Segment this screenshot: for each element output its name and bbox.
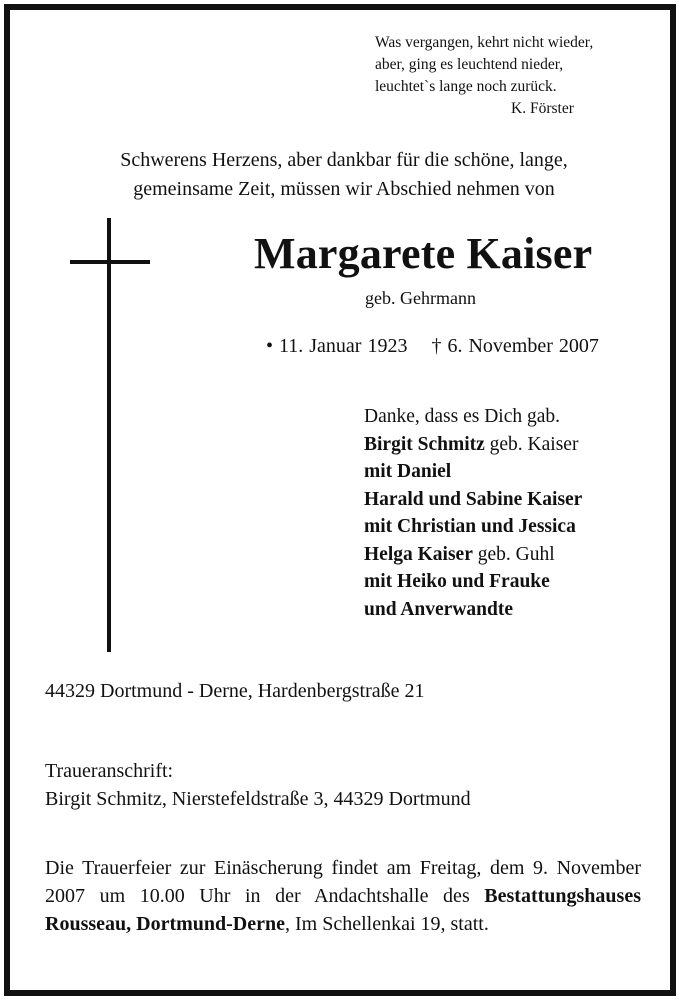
family-entry bbox=[364, 458, 582, 486]
service-text-end: , Im Schellenkai 19, statt. bbox=[285, 913, 489, 935]
life-dates bbox=[266, 335, 599, 358]
family-entry bbox=[364, 486, 582, 514]
family-list bbox=[364, 403, 582, 623]
birth-symbol: • bbox=[266, 335, 274, 357]
family-entry-note: geb. Guhl bbox=[472, 543, 555, 565]
intro-line: gemeinsame Zeit, müssen wir Abschied nehmen von bbox=[133, 178, 555, 200]
cross-icon bbox=[107, 218, 111, 652]
intro-text bbox=[30, 146, 658, 204]
poem-line: leuchtet`s lange noch zurück. bbox=[375, 78, 557, 95]
service-notice bbox=[45, 854, 641, 938]
funeral-home: Bestattungshauses Rousseau, Dortmund-Derne bbox=[45, 885, 641, 935]
service-text: Die Trauerfeier zur Einäscherung findet am Freitag, dem 9. November 2007 um 10.00 Uhr in der Andachtshalle des bbox=[45, 857, 641, 907]
family-entry bbox=[364, 431, 582, 459]
birth-name: geb. Gehrmann bbox=[365, 288, 476, 308]
mourning-address: Birgit Schmitz, Nierstefeldstraße 3, 44329 Dortmund bbox=[45, 788, 471, 810]
obituary-frame bbox=[4, 4, 676, 996]
family-entry-name: und Anverwandte bbox=[364, 598, 513, 620]
cross-icon-bar bbox=[70, 260, 150, 264]
family-entry-name: Helga Kaiser bbox=[364, 543, 473, 565]
intro-line: Schwerens Herzens, aber dankbar für die schöne, lange, bbox=[120, 149, 568, 171]
family-entry-name: mit Heiko und Frauke bbox=[364, 571, 550, 592]
poem-line: Was vergangen, kehrt nicht wieder, bbox=[375, 34, 594, 51]
family-entry-name: Harald und Sabine Kaiser bbox=[364, 488, 583, 510]
mourning-address-label: Traueranschrift: bbox=[45, 760, 174, 782]
death-symbol: † bbox=[431, 335, 442, 357]
thanks-line: Danke, dass es Dich gab. bbox=[364, 406, 561, 427]
death-date: 6. November 2007 bbox=[447, 335, 599, 357]
family-entry bbox=[364, 541, 582, 569]
poem-author: K. Förster bbox=[511, 100, 574, 117]
family-entry-name: mit Daniel bbox=[364, 461, 452, 482]
birth-date: 11. Januar 1923 bbox=[279, 335, 408, 357]
poem-block bbox=[375, 32, 593, 120]
family-entry-name: mit Christian und Jessica bbox=[364, 516, 576, 537]
home-address: 44329 Dortmund - Derne, Hardenbergstraße 21 bbox=[45, 680, 425, 702]
family-entry bbox=[364, 568, 582, 596]
family-entry-name: Birgit Schmitz bbox=[364, 433, 485, 455]
family-entry-note: geb. Kaiser bbox=[484, 433, 579, 455]
family-entry bbox=[364, 596, 582, 624]
poem-line: aber, ging es leuchtend nieder, bbox=[375, 56, 564, 73]
family-entry bbox=[364, 513, 582, 541]
deceased-name: Margarete Kaiser bbox=[254, 229, 593, 278]
